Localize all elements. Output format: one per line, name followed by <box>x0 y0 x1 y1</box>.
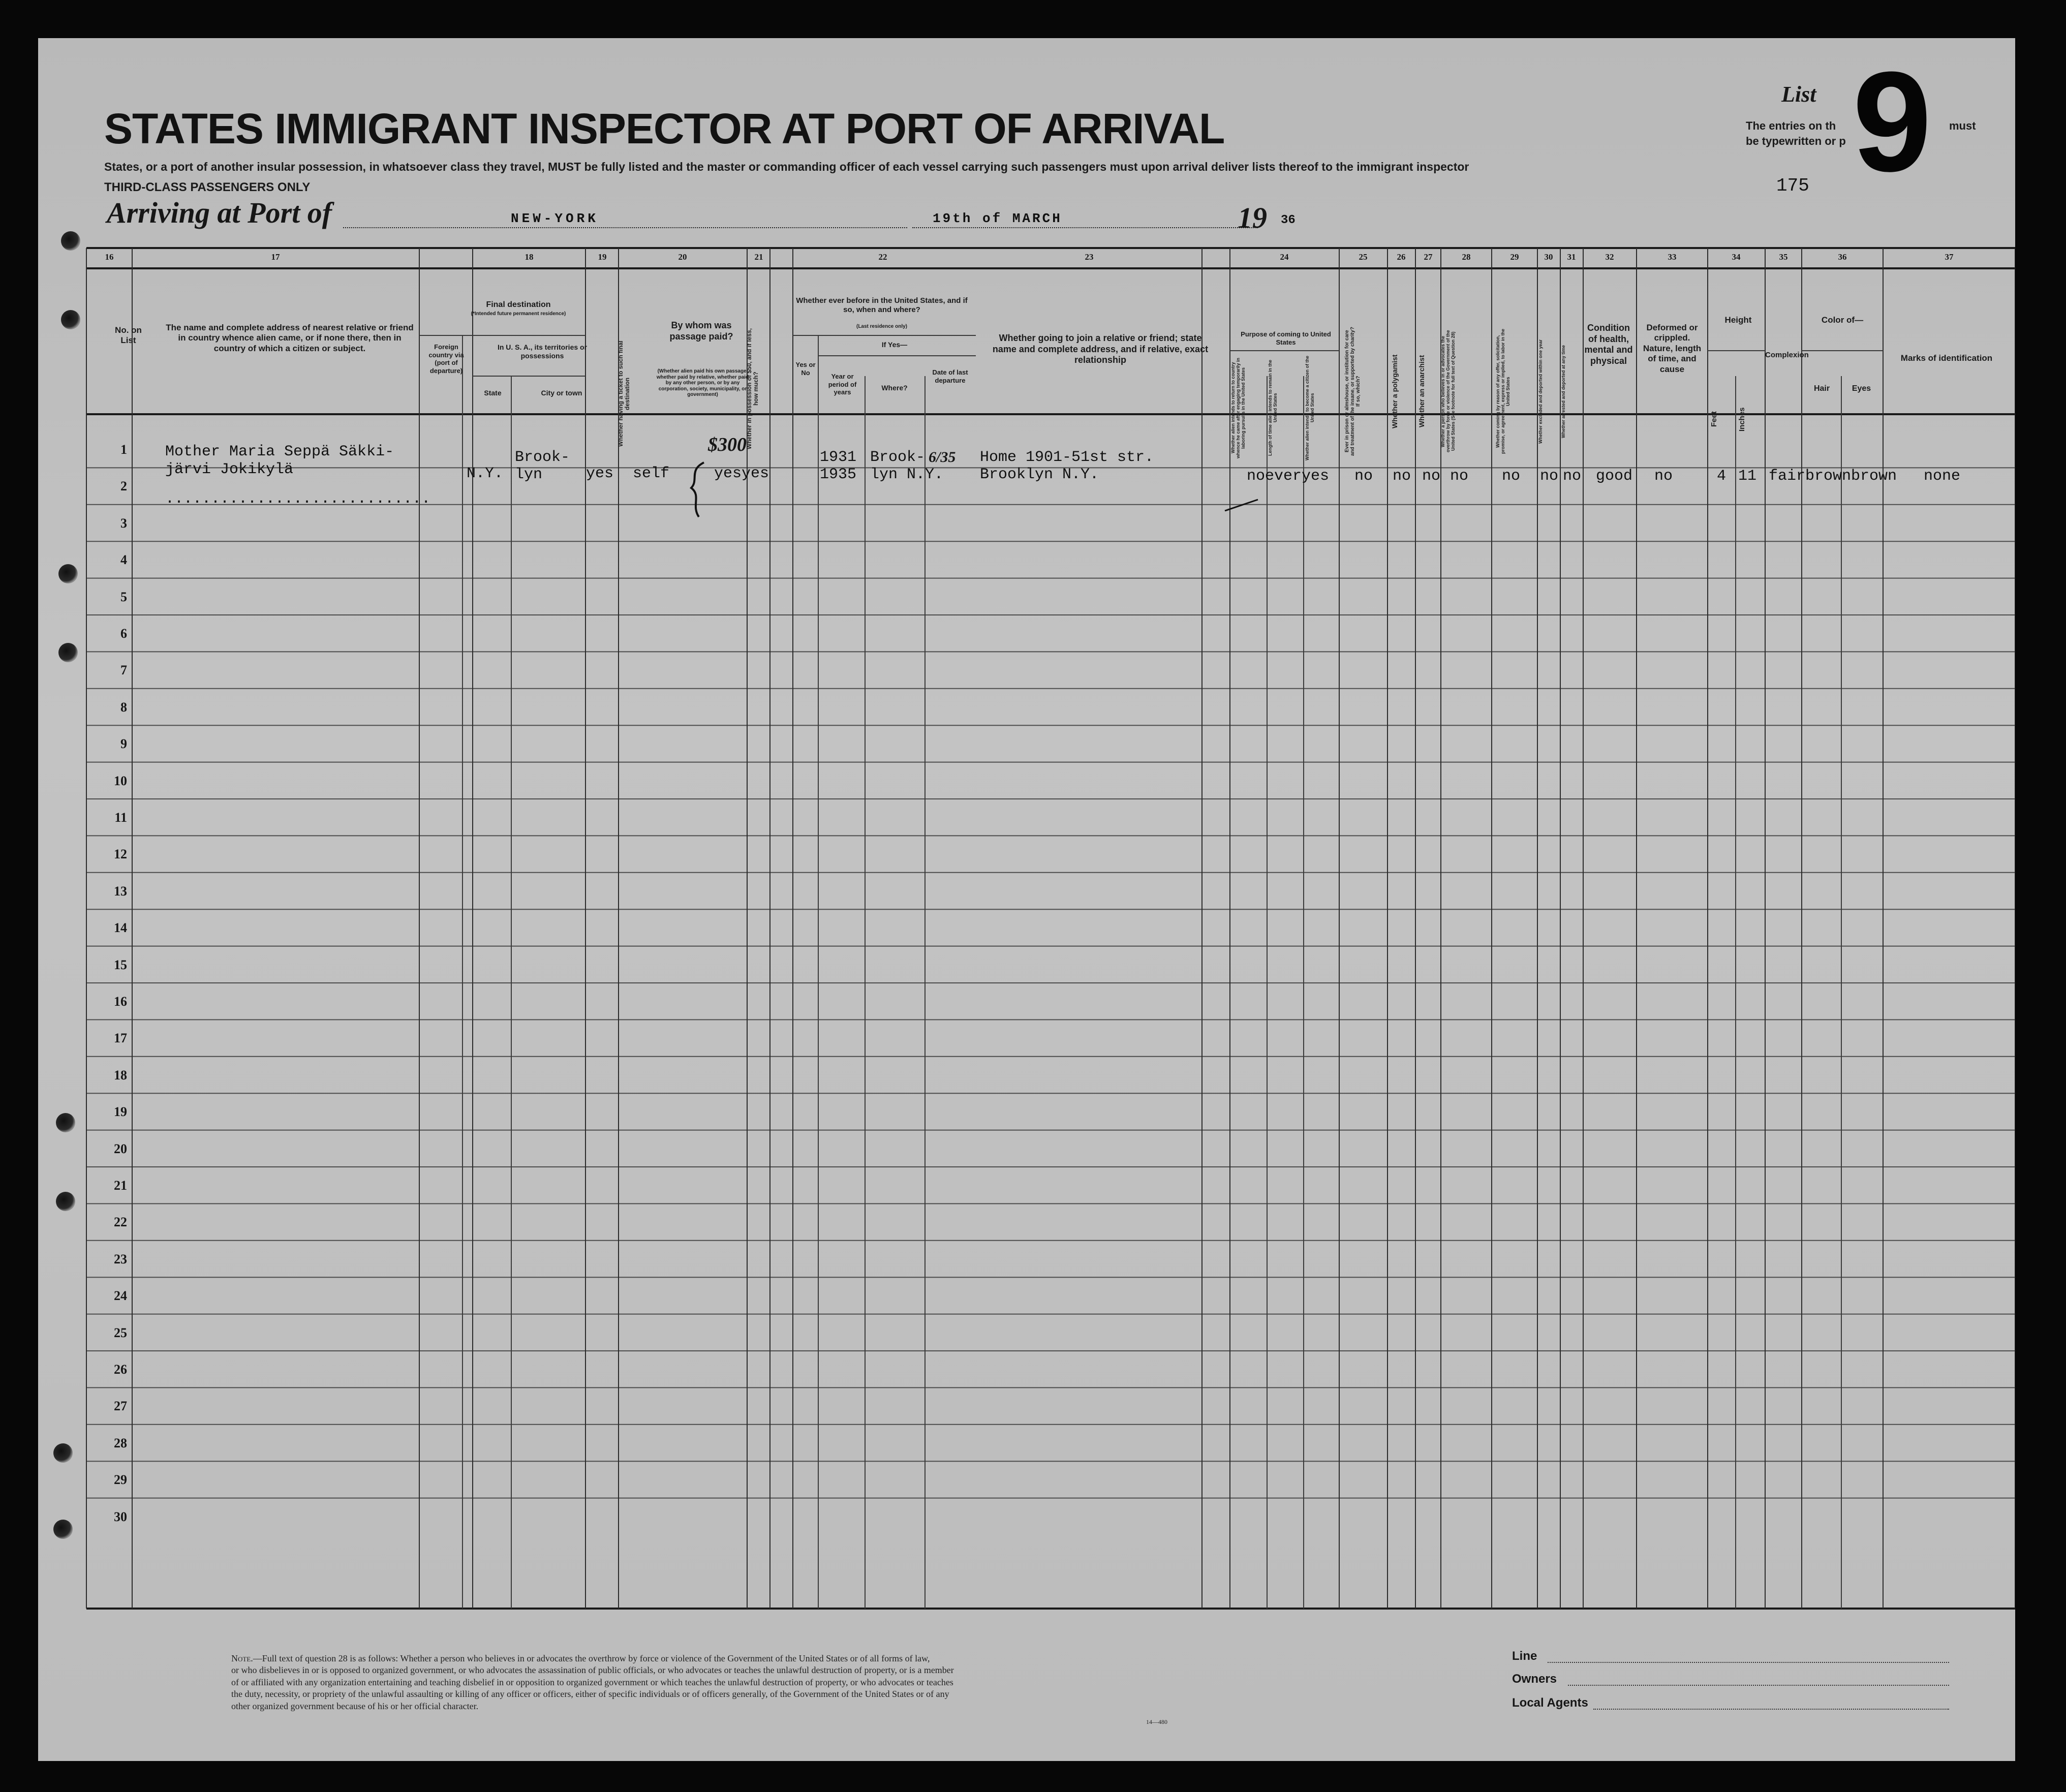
header-ever-before: Whether ever before in the United States, and if so, when and where? <box>796 296 968 314</box>
footnote-label: Note. <box>231 1653 253 1663</box>
entry-complexion-hair-eyes: fairbrownbrown <box>1769 468 1897 485</box>
row-number-29: 29 <box>114 1472 127 1488</box>
port-name: NEW-YORK <box>511 211 599 226</box>
binder-hole <box>56 1113 75 1132</box>
row-number-5: 5 <box>120 589 127 604</box>
entry-years-line2: 1935 <box>820 466 857 483</box>
corner-note-1-end: must <box>1949 119 1976 132</box>
footnote-line-3: of or affiliated with any organization entertaining and teaching disbelief in or opposition to organized government or which teaches the unlawful destruction of property, or who advocates or teaches <box>231 1677 953 1687</box>
column-number-29: 29 <box>1510 252 1519 262</box>
row-number-17: 17 <box>114 1031 127 1046</box>
row-number-12: 12 <box>114 847 127 862</box>
header-date-last-departure: Date of last departure <box>932 368 968 384</box>
entry-deformed: no <box>1654 468 1673 485</box>
column-number-32: 32 <box>1605 252 1614 262</box>
line-label: Line <box>1512 1649 1537 1663</box>
row-number-6: 6 <box>120 626 127 641</box>
nearest-relative-line1: Mother Maria Seppä Säkki- <box>165 443 394 460</box>
row-number-27: 27 <box>114 1399 127 1414</box>
row-number-22: 22 <box>114 1215 127 1230</box>
entry-prison: no <box>1354 468 1373 485</box>
entry-state: N.Y. <box>467 465 504 482</box>
column-number-24: 24 <box>1280 252 1289 262</box>
entry-health: good <box>1596 468 1633 485</box>
table-grid <box>38 38 2015 1761</box>
line-field <box>1548 1662 1949 1663</box>
column-number-17: 17 <box>271 252 280 262</box>
entry-ticket: yes <box>586 465 614 482</box>
header-ticket: Whether having a ticket to such final destination <box>617 341 631 447</box>
header-condition-health: Condition of health, mental and physical <box>1584 323 1633 366</box>
entry-marks: none <box>1924 468 1961 485</box>
header-where: Where? <box>881 384 908 392</box>
header-no-on-list: No. on List <box>115 325 142 346</box>
column-number-36: 36 <box>1838 252 1847 262</box>
header-foreign-country: Foreign country via (port of departure) <box>428 343 464 375</box>
row-number-30: 30 <box>114 1509 127 1524</box>
header-arrested-deported: Whether arrested and deported at any time <box>1561 345 1566 438</box>
entry-inches: 11 <box>1738 468 1757 485</box>
header-if-yes: If Yes— <box>881 341 908 349</box>
instructions-text: States, or a port of another insular possession, in whatsoever class they travel, MUST be fully listed and the master or commanding officer of each vessel carrying such passengers must upon arrival deliver lists thereof to the immigrant inspector <box>104 160 1469 173</box>
list-number: 9 <box>1853 43 1932 201</box>
entry-joining-line1: Home 1901-51st str. <box>980 449 1154 466</box>
footnote-line-5: other organized government because of his or her official character. <box>231 1701 479 1711</box>
header-color-of: Color of— <box>1821 315 1864 325</box>
header-purpose-citizen: Whether alien intends to become a citizen of the United States <box>1305 355 1315 460</box>
header-eyes: Eyes <box>1852 384 1871 393</box>
binder-hole <box>53 1443 73 1463</box>
header-coming-by-reason: Whether coming by reason of any offer, solicitation, promise, or agreement, express or implied, to labor in the United States <box>1495 328 1510 454</box>
column-number-22: 22 <box>878 252 887 262</box>
arrival-date: 19th of MARCH <box>933 211 1062 226</box>
year-prefix: 19 <box>1238 201 1267 234</box>
class-note: THIRD-CLASS PASSENGERS ONLY <box>104 180 311 194</box>
header-deformed: Deformed or crippled. Nature, length of time, and cause <box>1643 323 1702 374</box>
row-number-13: 13 <box>114 883 127 899</box>
footnote-line-1: —Full text of question 28 is as follows: Whether a person who believes in or advocates the overthrow by force or violence of the Government of the United States or of all forms of law, <box>253 1653 930 1663</box>
row-number-3: 3 <box>120 515 127 531</box>
entry-city-line2: lyn <box>515 466 543 483</box>
column-number-35: 35 <box>1779 252 1788 262</box>
entry-where-line2: lyn N.Y. <box>870 466 944 483</box>
entry-feet: 4 <box>1717 468 1726 485</box>
row-number-21: 21 <box>114 1178 127 1193</box>
manifest-sheet <box>38 38 2015 1761</box>
header-last-residence: (Last residence only) <box>856 324 908 329</box>
header-nearest-relative: The name and complete address of nearest relative or friend in country whence alien came, or if none there, then in country of which a citizen or subject. <box>166 323 414 353</box>
column-number-21: 21 <box>754 252 763 262</box>
form-number: 14—480 <box>1146 1718 1167 1725</box>
header-final-destination-note: (*Intended future permanent residence) <box>471 311 566 317</box>
row-number-8: 8 <box>120 699 127 715</box>
row-number-28: 28 <box>114 1435 127 1450</box>
handwritten-brace <box>684 460 714 521</box>
local-agents-field <box>1593 1709 1949 1710</box>
header-purpose: Purpose of coming to United States <box>1241 330 1331 346</box>
header-height: Height <box>1724 315 1752 325</box>
row-number-4: 4 <box>120 552 127 568</box>
binder-hole <box>53 1520 73 1539</box>
footnote-line-2: or who disbelieves in or is opposed to organized government, or who advocates the assassination of public officials, or who advocates or teaches the unlawful destruction of property, or is a member <box>231 1665 954 1676</box>
header-city-or-town: City or town <box>541 389 582 397</box>
header-polygamist: Whether a polygamist <box>1391 354 1399 428</box>
page-title: STATES IMMIGRANT INSPECTOR AT PORT OF ARRIVAL <box>104 105 1225 152</box>
header-final-destination: Final destination <box>486 300 551 309</box>
row-number-15: 15 <box>114 957 127 972</box>
header-complexion: Complexion <box>1765 351 1809 359</box>
handwritten-tick <box>1222 496 1263 516</box>
row-number-1: 1 <box>120 442 127 457</box>
entry-joining-line2: Brooklyn N.Y. <box>980 466 1099 483</box>
column-number-19: 19 <box>598 252 607 262</box>
row-number-24: 24 <box>114 1288 127 1304</box>
header-prison: Ever in prison or almshouse, or institution for care and treatment of the insane, or supported by charity? If so, which? <box>1344 327 1361 456</box>
header-by-whom-note: (Whether alien paid his own passage, whether paid by relative, whether paid by any other person, or by any corporation, society, municipality, or government) <box>656 368 749 397</box>
header-excluded-deported: Whether excluded and deported within one year <box>1538 339 1543 444</box>
entry-offer-labor: no <box>1502 468 1521 485</box>
row-number-7: 7 <box>120 663 127 678</box>
entry-amount-handwritten: $300 <box>708 434 747 455</box>
column-number-26: 26 <box>1397 252 1406 262</box>
binder-hole <box>61 310 80 329</box>
entry-arrested: no <box>1563 468 1582 485</box>
binder-hole <box>58 643 78 662</box>
footnote <box>231 1653 1553 1712</box>
column-number-31: 31 <box>1567 252 1576 262</box>
binder-hole <box>56 1192 75 1211</box>
entry-anarchist: no <box>1422 468 1441 485</box>
row-number-16: 16 <box>114 994 127 1009</box>
column-number-16: 16 <box>105 252 114 262</box>
header-feet: Feet <box>1710 411 1718 427</box>
column-number-33: 33 <box>1668 252 1677 262</box>
arriving-label: Arriving at Port of <box>107 196 332 229</box>
corner-note-1: The entries on th <box>1746 119 1836 132</box>
footnote-line-4: the duty, necessity, or propriety of the unlawful assaulting or killing of any officer or officers, either of specific individuals or of officers generally, of the Government of the United States or of any <box>231 1689 949 1700</box>
header-year-or-period: Year or period of years <box>828 373 857 396</box>
row-number-2: 2 <box>120 479 127 494</box>
entry-where-line1: Brook- <box>870 449 926 466</box>
header-hair: Hair <box>1813 384 1830 393</box>
page-number: 175 <box>1776 175 1809 196</box>
row-number-14: 14 <box>114 920 127 936</box>
owners-field <box>1568 1685 1949 1686</box>
list-label: List <box>1781 82 1816 107</box>
column-number-23: 23 <box>1085 252 1094 262</box>
entry-polygamist: no <box>1393 468 1411 485</box>
column-number-27: 27 <box>1424 252 1433 262</box>
header-yes-or-no: Yes or No <box>795 361 816 377</box>
row-number-10: 10 <box>114 773 127 788</box>
entry-city-line1: Brook- <box>515 449 570 466</box>
row-number-9: 9 <box>120 736 127 752</box>
header-inches: Inches <box>1738 407 1746 431</box>
column-number-20: 20 <box>678 252 687 262</box>
row-number-25: 25 <box>114 1325 127 1340</box>
entry-last-departure: 6/35 <box>929 449 956 466</box>
header-by-whom-paid: By whom was passage paid? <box>669 320 733 342</box>
entry-paid-by: self <box>633 465 670 482</box>
header-possession-50: Whether in possession of $50, and if less, how much? <box>746 328 760 450</box>
column-number-30: 30 <box>1544 252 1553 262</box>
row-number-23: 23 <box>114 1251 127 1266</box>
header-purpose-length: Length of time alien intends to remain in the United States <box>1268 360 1278 456</box>
binder-hole <box>61 231 80 251</box>
column-number-25: 25 <box>1359 252 1368 262</box>
owners-label: Owners <box>1512 1672 1557 1686</box>
column-number-34: 34 <box>1732 252 1741 262</box>
row-number-19: 19 <box>114 1104 127 1120</box>
year-suffix: 36 <box>1281 213 1296 227</box>
entry-years-line1: 1931 <box>820 449 857 466</box>
header-in-usa: In U. S. A., its territories or possessions <box>497 343 588 360</box>
entry-overthrow: no <box>1450 468 1469 485</box>
header-anarchist: Whether an anarchist <box>1417 355 1426 428</box>
row-number-20: 20 <box>114 1141 127 1156</box>
row-number-11: 11 <box>114 810 127 825</box>
header-overthrow: Whether a person who believes in or advocates the overthrow by force or violence of the Government of the United States (See footnote for full text of Question 28) <box>1440 330 1456 453</box>
local-agents-label: Local Agents <box>1512 1696 1588 1710</box>
header-joining-relative: Whether going to join a relative or friend; state name and complete address, and if relative, exact relationship <box>992 333 1209 365</box>
binder-hole <box>58 564 78 583</box>
header-state: State <box>484 389 502 397</box>
header-purpose-return: Whether alien intends to return to country whence he came after engaging temporarily in laboring pursuits in the United States <box>1230 357 1246 458</box>
entry-ever-before: yesyes <box>714 465 769 482</box>
continuation-dots: ............................. <box>165 490 431 508</box>
column-number-18: 18 <box>525 252 534 262</box>
row-number-18: 18 <box>114 1067 127 1083</box>
column-number-28: 28 <box>1462 252 1471 262</box>
row-number-26: 26 <box>114 1362 127 1377</box>
corner-note-2: be typewritten or p <box>1746 135 1846 147</box>
entry-excluded: no <box>1540 468 1559 485</box>
header-marks: Marks of identification <box>1900 353 1993 363</box>
column-number-37: 37 <box>1945 252 1954 262</box>
entry-purpose: noeveryes <box>1247 468 1330 485</box>
nearest-relative-line2: järvi Jokikylä <box>165 461 294 478</box>
